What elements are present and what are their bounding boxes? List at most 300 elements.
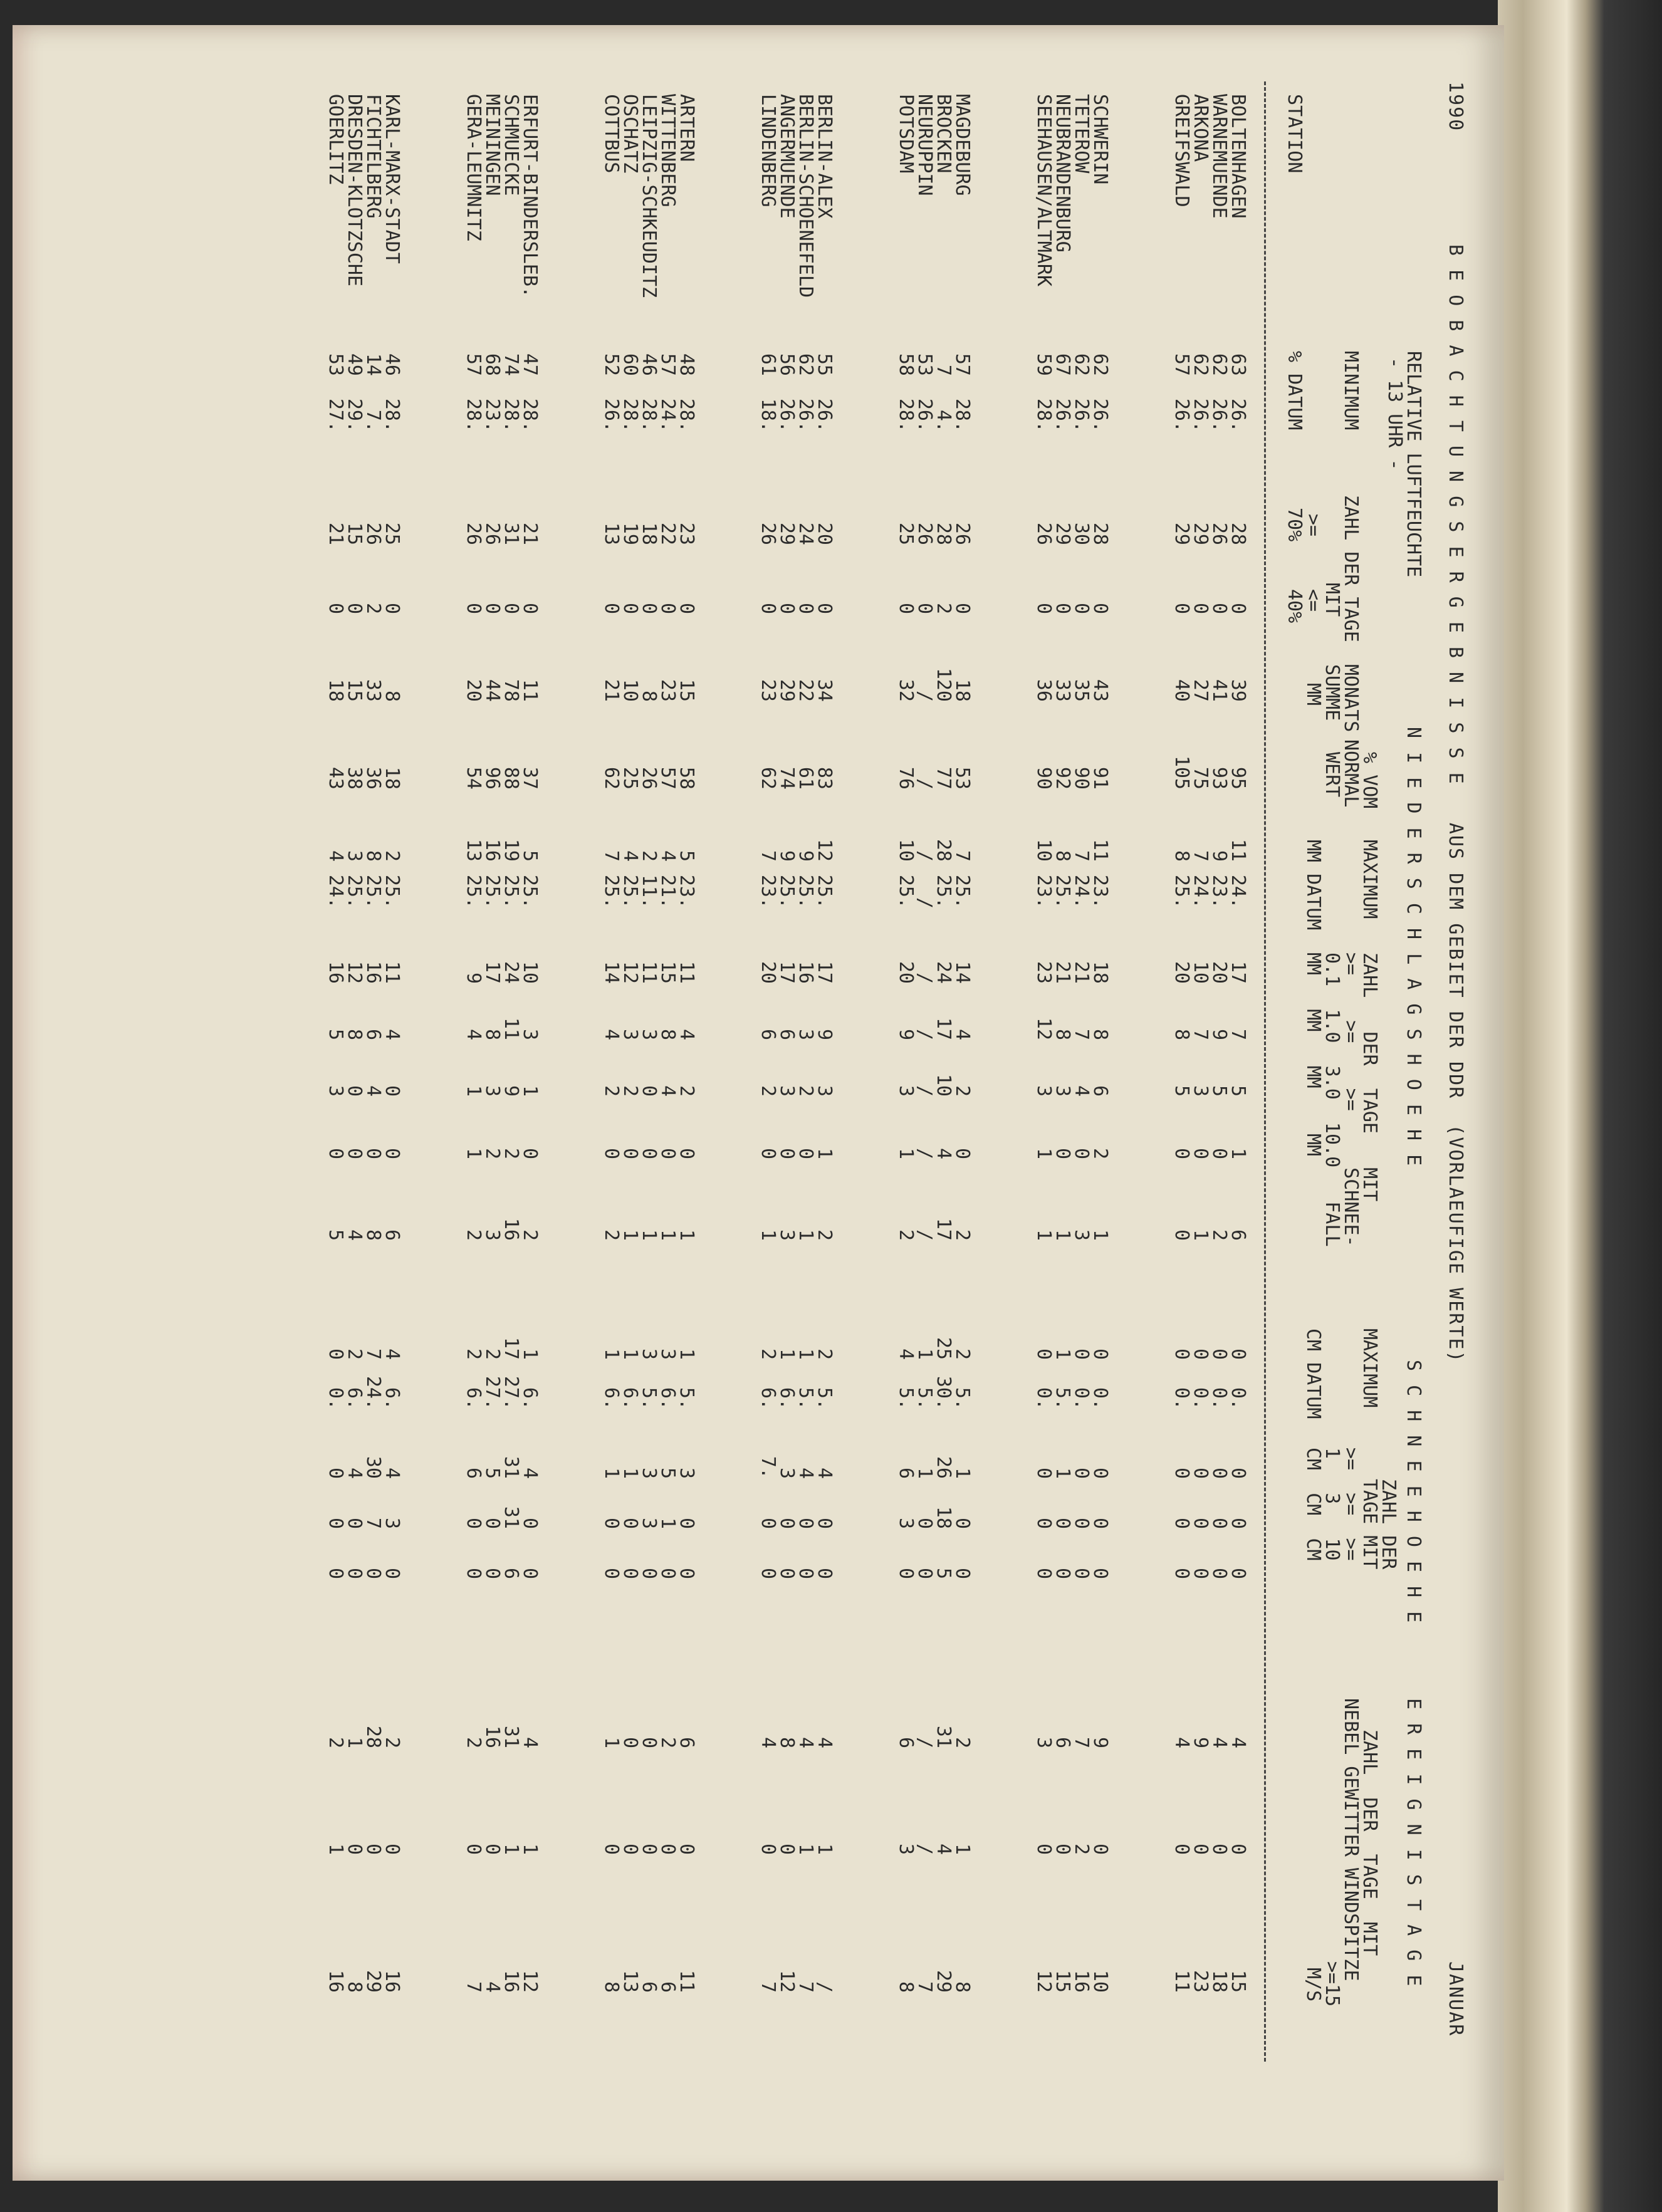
cell-maxd: 24.: [1227, 874, 1249, 909]
cell-maxd: 25.: [619, 874, 641, 909]
cell-t70: 28: [933, 522, 954, 545]
cell-s3: 0: [676, 1517, 698, 1529]
cell-wind: 13: [619, 1969, 641, 1993]
cell-n10: 0: [795, 1147, 817, 1159]
cell-n1: 3: [795, 1028, 817, 1040]
cell-sum: 36: [1033, 679, 1055, 702]
cell-n10: 1: [1033, 1147, 1055, 1159]
cell-maxd: 25.: [463, 874, 484, 909]
cell-n3: 2: [951, 1085, 973, 1097]
cell-s3: 0: [1070, 1517, 1092, 1529]
cell-s3: 3: [638, 1517, 660, 1529]
cell-s3: 18: [933, 1506, 954, 1529]
col-ge-row: >= >= >= SCHNEE-: [1340, 952, 1362, 1247]
cell-smax: 0: [325, 1348, 347, 1360]
cell-mind: 7.: [362, 409, 384, 432]
cell-n10: 2: [481, 1147, 503, 1159]
cell-smaxd: 30.: [933, 1375, 954, 1410]
cell-t70: 20: [813, 522, 835, 545]
cell-max: 2: [638, 850, 660, 862]
cell-max: 4: [619, 850, 641, 862]
cell-neb: 4: [1208, 1736, 1230, 1748]
cell-n1: 7: [1070, 1028, 1092, 1040]
cell-n01: 10: [1189, 961, 1211, 984]
cell-min: 60: [619, 353, 641, 376]
cell-mind: 28.: [519, 398, 541, 432]
col-smax: MAXIMUM: [1359, 1328, 1381, 1408]
cell-n10: 0: [1189, 1147, 1211, 1159]
cell-n1: /: [914, 1028, 936, 1040]
cell-maxd: 23.: [1208, 874, 1230, 909]
cell-sum: 35: [1070, 679, 1092, 702]
cell-s1: 3: [776, 1467, 798, 1479]
cell-t40: 0: [1171, 602, 1193, 614]
cell-t70: 29: [1189, 522, 1211, 545]
cell-wind: 16: [325, 1969, 347, 1993]
cell-max: 5: [676, 850, 698, 862]
station-name: GOERLITZ: [325, 94, 347, 185]
cell-maxd: 25.: [381, 874, 403, 909]
cell-maxd: 25.: [951, 874, 973, 909]
cell-wind: 7: [463, 1981, 484, 1993]
station-name: GERA-LEUMNITZ: [463, 94, 484, 241]
cell-maxd: 25.: [519, 874, 541, 909]
cell-gew: 0: [757, 1843, 779, 1855]
cell-n01: 18: [1089, 961, 1111, 984]
station-name: POTSDAM: [895, 94, 917, 174]
col-min-sub: % DATUM: [1283, 351, 1305, 430]
cell-n01: 15: [657, 961, 679, 984]
cell-n3: 1: [463, 1085, 484, 1097]
cell-mind: 4.: [933, 409, 954, 432]
col-station: STATION: [1283, 94, 1305, 174]
cell-n1: 4: [951, 1028, 973, 1040]
cell-mind: 29.: [343, 398, 365, 432]
cell-mind: 28.: [500, 398, 522, 432]
cell-n3: 9: [500, 1085, 522, 1097]
cell-t70: 22: [657, 522, 679, 545]
cell-s3: 0: [776, 1517, 798, 1529]
cell-wind: 10: [1089, 1969, 1111, 1993]
cell-n1: 8: [1089, 1028, 1111, 1040]
cell-neb: 6: [676, 1736, 698, 1748]
cell-t40: 0: [1208, 602, 1230, 614]
cell-min: 53: [914, 353, 936, 376]
cell-s1: 0: [1070, 1467, 1092, 1479]
cell-max: 9: [1208, 850, 1230, 862]
cell-n01: 16: [795, 961, 817, 984]
cell-neb: 16: [481, 1725, 503, 1748]
cell-sum: /: [914, 690, 936, 702]
cell-n10: 0: [676, 1147, 698, 1159]
cell-pct: 25: [619, 766, 641, 790]
cell-sf: 5: [325, 1229, 347, 1241]
cell-max: 7: [757, 850, 779, 862]
cell-maxd: 23.: [1089, 874, 1111, 909]
cell-gew: 4: [933, 1843, 954, 1855]
cell-smaxd: 0.: [1208, 1387, 1230, 1410]
cell-n3: 5: [1208, 1085, 1230, 1097]
cell-sum: 34: [813, 679, 835, 702]
cell-gew: 0: [676, 1843, 698, 1855]
station-name: BROCKEN: [933, 94, 954, 174]
col-normal: NORMAL: [1340, 739, 1362, 808]
station-name: ERFURT-BINDERSLEB.: [519, 94, 541, 298]
cell-pct: 54: [463, 766, 484, 790]
cell-sum: 27: [1189, 679, 1211, 702]
station-name: TETEROW: [1070, 94, 1092, 174]
cell-smaxd: 24.: [362, 1375, 384, 1410]
cell-pct: 90: [1070, 766, 1092, 790]
cell-n01: 17: [813, 961, 835, 984]
cell-t70: 13: [600, 522, 622, 545]
cell-max: 7: [1070, 850, 1092, 862]
col-s1310: 1 3 10: [1321, 1448, 1343, 1561]
cell-wind: 12: [519, 1969, 541, 1993]
cell-smaxd: 6.: [343, 1387, 365, 1410]
cell-sf: 1: [619, 1229, 641, 1241]
cell-min: 46: [638, 353, 660, 376]
col-zahl-der-tage: ZAHL DER TAGE MIT: [1359, 952, 1381, 1202]
cell-neb: 2: [463, 1736, 484, 1748]
col-ms: M/S: [1302, 1968, 1324, 2002]
cell-gew: 0: [657, 1843, 679, 1855]
cell-mind: 26.: [795, 398, 817, 432]
cell-n01: 24: [500, 961, 522, 984]
cell-gew: 1: [795, 1843, 817, 1855]
cell-maxd: 25.: [600, 874, 622, 909]
cell-t40: 0: [657, 602, 679, 614]
cell-s3: 0: [914, 1517, 936, 1529]
cell-t40: 0: [951, 602, 973, 614]
cell-t40: 0: [1227, 602, 1249, 614]
header-rule: [1264, 81, 1266, 2062]
cell-sf: 2: [519, 1229, 541, 1241]
cell-s10: 0: [776, 1567, 798, 1579]
cell-wind: 8: [951, 1981, 973, 1993]
cell-mind: 26.: [1208, 398, 1230, 432]
cell-min: 61: [757, 353, 779, 376]
cell-smaxd: 6.: [519, 1387, 541, 1410]
cell-n1: 4: [600, 1028, 622, 1040]
cell-s10: 5: [933, 1567, 954, 1579]
cell-sum: 32: [895, 679, 917, 702]
cell-min: 62: [795, 353, 817, 376]
col-40: 40%: [1283, 589, 1305, 623]
cell-max: 4: [325, 850, 347, 862]
station-name: KARL-MARX-STADT: [381, 94, 403, 264]
cell-min: 7: [933, 364, 954, 376]
cell-smax: 0: [1189, 1348, 1211, 1360]
cell-t40: 0: [1052, 602, 1074, 614]
cell-max: 8: [1052, 850, 1074, 862]
cell-pct: 96: [481, 766, 503, 790]
cell-n3: 5: [1227, 1085, 1249, 1097]
cell-mind: 28.: [951, 398, 973, 432]
cell-n1: 5: [325, 1028, 347, 1040]
cell-s10: 0: [463, 1567, 484, 1579]
cell-s1: 4: [813, 1467, 835, 1479]
cell-sum: 22: [795, 679, 817, 702]
cell-n01: 20: [1208, 961, 1230, 984]
cell-gew: 0: [381, 1843, 403, 1855]
cell-mind: 28.: [1033, 398, 1055, 432]
cell-s1: 0: [325, 1467, 347, 1479]
col-mit: MIT: [1321, 583, 1343, 617]
cell-max: 19: [500, 838, 522, 862]
cell-t40: 0: [619, 602, 641, 614]
station-name: BOLTENHAGEN: [1227, 94, 1249, 219]
cell-s1: 4: [343, 1467, 365, 1479]
cell-t70: 26: [951, 522, 973, 545]
cell-n01: 16: [362, 961, 384, 984]
cell-s1: 1: [951, 1467, 973, 1479]
cell-sf: 4: [343, 1229, 365, 1241]
cell-sf: 16: [500, 1218, 522, 1241]
cell-max: 28: [933, 838, 954, 862]
cell-maxd: 25.: [343, 874, 365, 909]
cell-t70: 15: [343, 522, 365, 545]
cell-gew: 0: [1227, 1843, 1249, 1855]
cell-smaxd: 0.: [1227, 1387, 1249, 1410]
cell-maxd: 25.: [1171, 874, 1193, 909]
cell-wind: /: [813, 1981, 835, 1993]
cell-min: 52: [600, 353, 622, 376]
col-wert: WERT: [1321, 752, 1343, 798]
cell-wind: 16: [381, 1969, 403, 1993]
cell-smax: 25: [933, 1337, 954, 1360]
cell-n10: 0: [1208, 1147, 1230, 1159]
cell-min: 62: [1070, 353, 1092, 376]
cell-smaxd: 6.: [600, 1387, 622, 1410]
cell-n01: /: [914, 972, 936, 984]
col-ge70: >=: [1302, 514, 1324, 537]
cell-t40: 0: [600, 602, 622, 614]
cell-s3: 0: [1208, 1517, 1230, 1529]
cell-smaxd: 5.: [1052, 1387, 1074, 1410]
cell-n1: 4: [381, 1028, 403, 1040]
cell-n1: 9: [1208, 1028, 1230, 1040]
cell-neb: 4: [795, 1736, 817, 1748]
cell-pct: 58: [676, 766, 698, 790]
cell-neb: 4: [757, 1736, 779, 1748]
cell-sf: 1: [676, 1229, 698, 1241]
cell-gew: 0: [362, 1843, 384, 1855]
cell-min: 74: [500, 353, 522, 376]
cell-mind: 26.: [1052, 398, 1074, 432]
cell-n1: 9: [895, 1028, 917, 1040]
cell-max: 8: [1171, 850, 1193, 862]
cell-gew: 1: [325, 1843, 347, 1855]
cell-t40: 0: [914, 602, 936, 614]
cell-neb: 2: [325, 1736, 347, 1748]
cell-min: 62: [1208, 353, 1230, 376]
cell-s1: 1: [1052, 1467, 1074, 1479]
cell-smaxd: 5.: [676, 1387, 698, 1410]
cell-mind: 26.: [1171, 398, 1193, 432]
cell-n3: 5: [1171, 1085, 1193, 1097]
col-thresh: 0.1 1.0 3.0 10.0 FALL: [1321, 952, 1343, 1247]
cell-pct: 91: [1089, 766, 1111, 790]
cell-min: 55: [813, 353, 835, 376]
cell-s1: 0: [1227, 1467, 1249, 1479]
cell-s1: 3: [676, 1467, 698, 1479]
cell-t70: 21: [325, 522, 347, 545]
cell-n10: 1: [463, 1147, 484, 1159]
cell-min: 49: [343, 353, 365, 376]
cell-min: 59: [1033, 353, 1055, 376]
cell-n01: 12: [343, 961, 365, 984]
cell-smax: 2: [343, 1348, 365, 1360]
cell-sf: 2: [463, 1229, 484, 1241]
cell-wind: 4: [481, 1981, 503, 1993]
cell-s10: 0: [638, 1567, 660, 1579]
cell-neb: 1: [343, 1736, 365, 1748]
cell-smax: 1: [519, 1348, 541, 1360]
cell-n1: 3: [619, 1028, 641, 1040]
cell-gew: 0: [343, 1843, 365, 1855]
station-name: SCHWERIN: [1089, 94, 1111, 185]
cell-smax: 1: [1052, 1348, 1074, 1360]
cell-gew: 0: [619, 1843, 641, 1855]
cell-maxd: 25.: [481, 874, 503, 909]
cell-mind: 28.: [619, 398, 641, 432]
cell-n1: 7: [1189, 1028, 1211, 1040]
cell-s3: 0: [757, 1517, 779, 1529]
cell-neb: 28: [362, 1725, 384, 1748]
cell-maxd: 24.: [1189, 874, 1211, 909]
cell-maxd: 24.: [1070, 874, 1092, 909]
col-maximum: MAXIMUM: [1359, 840, 1381, 919]
cell-pct: 74: [776, 766, 798, 790]
cell-s3: 0: [1227, 1517, 1249, 1529]
cell-sum: 41: [1208, 679, 1230, 702]
cell-smax: 1: [795, 1348, 817, 1360]
station-name: NEUBRANDENBURG: [1052, 94, 1074, 253]
cell-sf: 1: [757, 1229, 779, 1241]
hdr-nieder: N I E D E R S C H L A G S H O E H E: [1403, 727, 1424, 1167]
cell-pct: 61: [795, 766, 817, 790]
cell-n10: 0: [776, 1147, 798, 1159]
cell-maxd: /: [914, 897, 936, 909]
cell-sum: 8: [638, 690, 660, 702]
cell-pct: 76: [895, 766, 917, 790]
cell-min: 14: [362, 353, 384, 376]
cell-s3: 0: [795, 1517, 817, 1529]
cell-s3: 3: [381, 1517, 403, 1529]
cell-neb: 3: [1033, 1736, 1055, 1748]
cell-s3: 0: [1171, 1517, 1193, 1529]
cell-s3: 0: [343, 1517, 365, 1529]
cell-t70: 25: [895, 522, 917, 545]
cell-t40: 0: [1070, 602, 1092, 614]
cell-smax: 1: [914, 1348, 936, 1360]
cell-neb: 4: [519, 1736, 541, 1748]
cell-wind: 8: [600, 1981, 622, 1993]
col-zahl-tage: ZAHL DER TAGE: [1340, 495, 1362, 642]
cell-s1: 4: [795, 1467, 817, 1479]
col-mm-row: MM MM MM MM: [1302, 952, 1324, 1157]
cell-neb: 2: [951, 1736, 973, 1748]
cell-pct: 93: [1208, 766, 1230, 790]
cell-mind: 26.: [914, 398, 936, 432]
cell-n3: 0: [638, 1085, 660, 1097]
cell-pct: 88: [500, 766, 522, 790]
cell-mind: 26.: [1089, 398, 1111, 432]
cell-wind: 15: [1227, 1969, 1249, 1993]
cell-n01: 24: [933, 961, 954, 984]
cell-s10: 0: [519, 1567, 541, 1579]
cell-sum: 20: [463, 679, 484, 702]
station-name: BERLIN-ALEX: [813, 94, 835, 219]
cell-n01: 20: [1171, 961, 1193, 984]
cell-min: 62: [1089, 353, 1111, 376]
cell-n1: 6: [362, 1028, 384, 1040]
cell-n3: 3: [1189, 1085, 1211, 1097]
cell-neb: 31: [500, 1725, 522, 1748]
cell-pct: 95: [1227, 766, 1249, 790]
cell-sum: 43: [1089, 679, 1111, 702]
cell-s10: 0: [481, 1567, 503, 1579]
col-minimum: MINIMUM: [1340, 351, 1362, 430]
cell-sf: 17: [933, 1218, 954, 1241]
cell-n3: 3: [1033, 1085, 1055, 1097]
cell-s1: 7.: [757, 1456, 779, 1479]
cell-sum: 11: [519, 679, 541, 702]
cell-neb: 0: [619, 1736, 641, 1748]
cell-n10: 0: [362, 1147, 384, 1159]
cell-smax: 0: [1033, 1348, 1055, 1360]
cell-n3: 3: [776, 1085, 798, 1097]
cell-max: 9: [795, 850, 817, 862]
cell-n3: 4: [362, 1085, 384, 1097]
cell-pct: 90: [1033, 766, 1055, 790]
cell-t70: 29: [1171, 522, 1193, 545]
cell-sf: 8: [362, 1229, 384, 1241]
cell-s1: 0: [1208, 1467, 1230, 1479]
station-name: LINDENBERG: [757, 94, 779, 207]
cell-n01: 11: [676, 961, 698, 984]
cell-mind: 26.: [1227, 398, 1249, 432]
cell-neb: 0: [638, 1736, 660, 1748]
cell-t70: 19: [619, 522, 641, 545]
cell-sf: 2: [813, 1229, 835, 1241]
cell-s10: 0: [1052, 1567, 1074, 1579]
cell-n10: 1: [1227, 1147, 1249, 1159]
cell-t40: 0: [500, 602, 522, 614]
cell-sum: 21: [600, 679, 622, 702]
cell-wind: 16: [1070, 1969, 1092, 1993]
station-name: MEININGEN: [481, 94, 503, 196]
cell-s10: 0: [813, 1567, 835, 1579]
cell-min: 57: [463, 353, 484, 376]
cell-wind: 7: [914, 1981, 936, 1993]
cell-mind: 26.: [813, 398, 835, 432]
cell-wind: 6: [638, 1981, 660, 1993]
cell-s3: 0: [325, 1517, 347, 1529]
cell-smax: 1: [600, 1348, 622, 1360]
cell-n3: 0: [381, 1085, 403, 1097]
cell-n3: 3: [813, 1085, 835, 1097]
cell-n01: 21: [1070, 961, 1092, 984]
cell-smax: 3: [638, 1348, 660, 1360]
cell-s10: 0: [676, 1567, 698, 1579]
cell-min: 47: [519, 353, 541, 376]
cell-sf: 2: [1208, 1229, 1230, 1241]
cell-n01: 14: [600, 961, 622, 984]
cell-pct: 105: [1171, 755, 1193, 790]
cell-t70: 28: [1089, 522, 1111, 545]
